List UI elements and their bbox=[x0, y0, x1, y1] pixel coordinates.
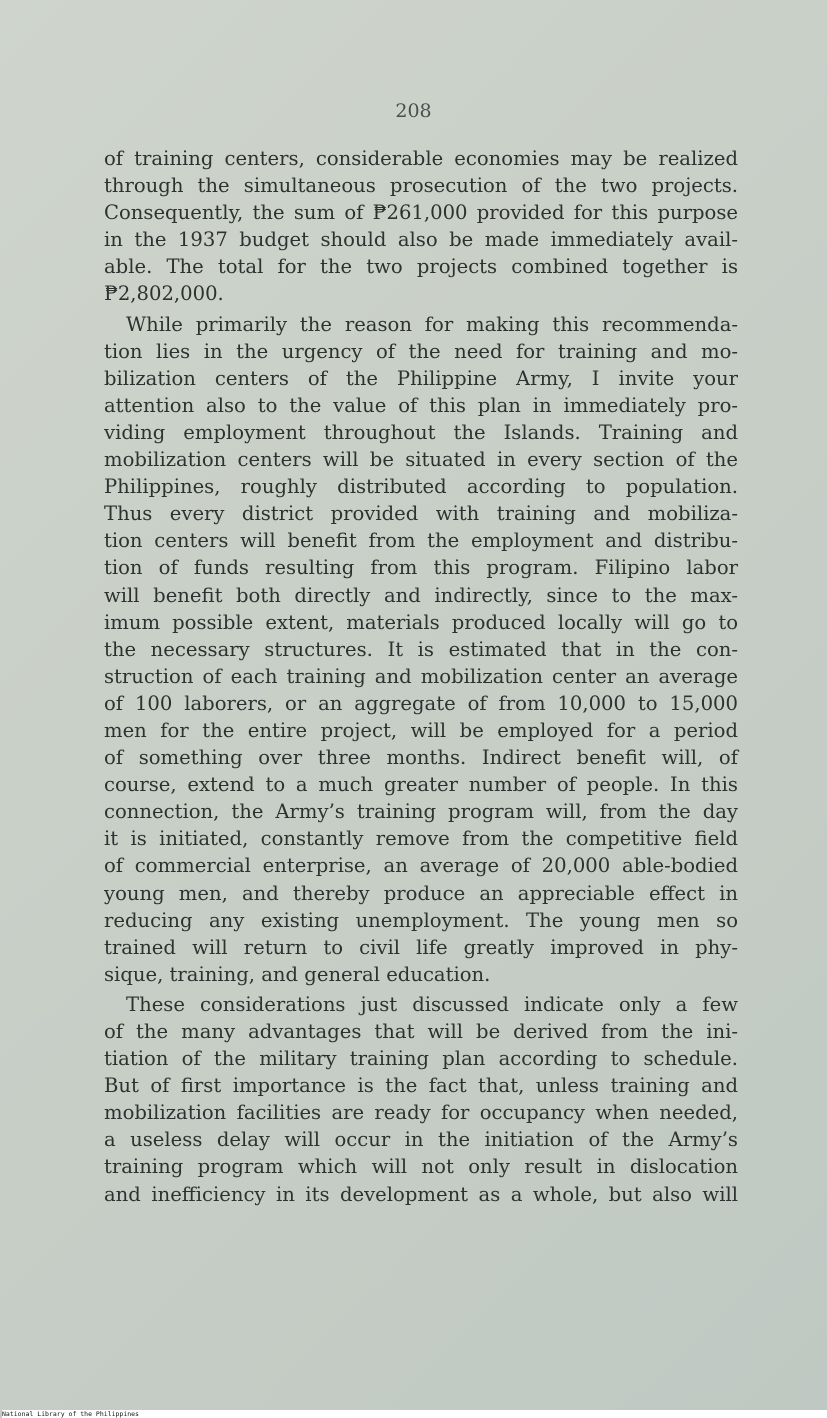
text-line: viding employment throughout the Islands. Training and bbox=[104, 420, 738, 444]
paragraph-2 bbox=[104, 311, 738, 988]
text-line: men for the entire project, will be employed for a period bbox=[104, 718, 738, 742]
text-line: Philippines, roughly distributed according to population. bbox=[104, 475, 738, 499]
text-line: tiation of the military training plan according to schedule. bbox=[104, 1047, 738, 1071]
text-line: These considerations just discussed indicate only a few bbox=[126, 992, 738, 1016]
text-line: bilization centers of the Philippine Army, I invite your bbox=[104, 366, 738, 390]
text-line: of commercial enterprise, an average of 20,000 able-bodied bbox=[104, 854, 738, 878]
paragraph-3 bbox=[104, 991, 738, 1208]
text-line: course, extend to a much greater number of people. In this bbox=[104, 773, 738, 797]
page-number: 208 bbox=[395, 100, 432, 122]
text-line: tion lies in the urgency of the need for training and mo- bbox=[104, 339, 738, 363]
text-line: Thus every district provided with training and mobiliza- bbox=[104, 502, 738, 526]
text-line: Consequently, the sum of ₱261,000 provided for this purpose bbox=[104, 201, 738, 225]
text-line: connection, the Army’s training program will, from the day bbox=[104, 800, 738, 824]
text-line: While primarily the reason for making this recommenda- bbox=[126, 312, 738, 336]
text-line: a useless delay will occur in the initiation of the Army’s bbox=[104, 1128, 738, 1152]
text-line: trained will return to civil life greatly improved in phy- bbox=[104, 935, 738, 959]
text-line: in the 1937 budget should also be made immediately avail- bbox=[104, 228, 738, 252]
paragraph-1 bbox=[104, 145, 738, 308]
text-line: mobilization facilities are ready for occupancy when needed, bbox=[104, 1101, 738, 1125]
text-line: struction of each training and mobilization center an average bbox=[104, 664, 738, 688]
text-line: of the many advantages that will be derived from the ini- bbox=[104, 1020, 738, 1043]
text-line: attention also to the value of this plan in immediately pro- bbox=[104, 393, 738, 417]
text-line: and inefficiency in its development as a whole, but also will bbox=[104, 1182, 738, 1206]
text-line: able. The total for the two projects combined together is bbox=[104, 255, 738, 279]
text-line: ₱2,802,000. bbox=[104, 282, 224, 306]
text-line: of training centers, considerable economies may be realized bbox=[104, 147, 738, 170]
text-line: But of first importance is the fact that, unless training and bbox=[104, 1074, 738, 1098]
text-line: of something over three months. Indirect benefit will, of bbox=[104, 746, 738, 770]
text-line: through the simultaneous prosecution of the two projects. bbox=[104, 174, 738, 198]
text-line: the necessary structures. It is estimated that in the con- bbox=[104, 637, 738, 661]
text-line: sique, training, and general education. bbox=[104, 962, 491, 986]
text-line: tion centers will benefit from the employment and distribu- bbox=[104, 529, 738, 553]
library-credit: National Library of the Philippines bbox=[2, 1410, 827, 1418]
text-line: it is initiated, constantly remove from the competitive field bbox=[104, 827, 738, 851]
text-line: will benefit both directly and indirectly, since to the max- bbox=[104, 583, 738, 607]
text-line: of 100 laborers, or an aggregate of from 10,000 to 15,000 bbox=[104, 691, 738, 715]
text-line: young men, and thereby produce an appreciable effect in bbox=[104, 881, 738, 905]
text-line: training program which will not only result in dislocation bbox=[104, 1155, 738, 1179]
text-line: mobilization centers will be situated in every section of the bbox=[104, 448, 738, 472]
text-line: imum possible extent, materials produced locally will go to bbox=[104, 610, 738, 634]
body-text bbox=[104, 145, 738, 1211]
text-line: tion of funds resulting from this program. Filipino labor bbox=[104, 556, 738, 580]
text-line: reducing any existing unemployment. The young men so bbox=[104, 908, 738, 932]
